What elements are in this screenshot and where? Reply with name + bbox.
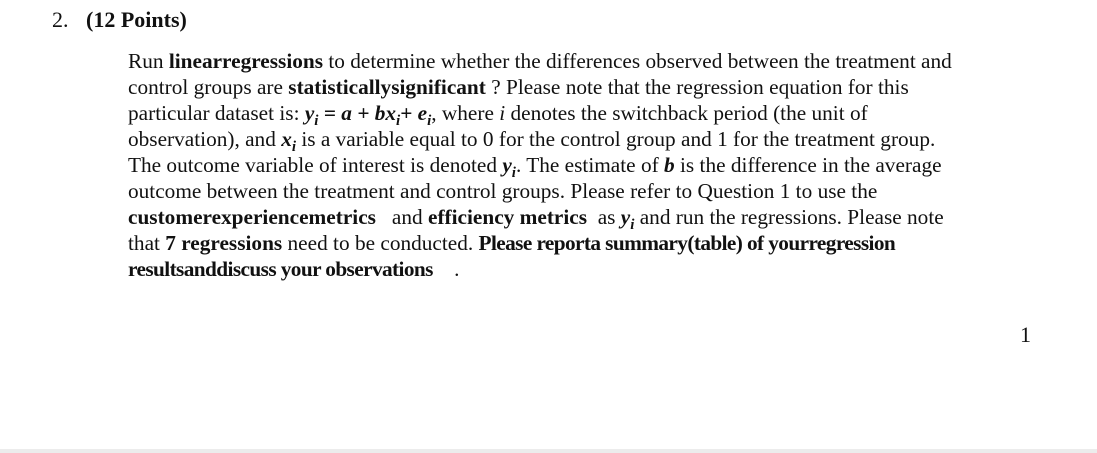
math-y: y bbox=[502, 153, 512, 177]
text-run: and run the regressions. Please note bbox=[634, 205, 944, 229]
subscript-i: i bbox=[291, 139, 297, 155]
text-run: that bbox=[128, 231, 166, 255]
body-line-4 bbox=[128, 126, 1048, 155]
text-run: particular dataset is: bbox=[128, 101, 305, 125]
text-run: to determine whether the differences observed between the treatment and bbox=[323, 49, 952, 73]
subscript-i: i bbox=[314, 113, 319, 129]
bold-term: statisticallysignificant bbox=[288, 75, 486, 99]
subscript-i: i bbox=[395, 113, 401, 129]
math-equals: = bbox=[318, 101, 342, 125]
text-run: Run bbox=[128, 49, 169, 73]
math-a: a bbox=[341, 101, 352, 125]
body-line-2 bbox=[128, 74, 1048, 100]
body-line-7 bbox=[128, 204, 1048, 233]
question-number: 2. bbox=[52, 7, 69, 32]
text-run: need to be conducted. bbox=[282, 231, 479, 255]
text-run: ? Please note that the regression equation for this bbox=[485, 75, 909, 99]
text-run: observation), and bbox=[128, 127, 282, 151]
bold-term: efficiency metrics bbox=[428, 205, 588, 229]
text-run: , where bbox=[431, 101, 500, 125]
text-run: and bbox=[375, 205, 428, 229]
body-line-9 bbox=[128, 256, 1048, 282]
question-body bbox=[128, 48, 1048, 282]
body-line-6: outcome between the treatment and control groups. Please refer to Question 1 to use the bbox=[128, 179, 878, 203]
body-line-3 bbox=[128, 100, 1048, 129]
math-y: y bbox=[620, 205, 631, 229]
text-run: . The estimate of bbox=[515, 153, 665, 177]
math-plus: + bbox=[400, 101, 418, 125]
text-run: denotes the switchback period (the unit of bbox=[505, 101, 868, 125]
text-run: is the difference in the average bbox=[674, 153, 942, 177]
question-header bbox=[52, 6, 187, 34]
math-y: y bbox=[304, 101, 315, 125]
body-line-5 bbox=[128, 152, 1048, 181]
text-run: . bbox=[432, 257, 460, 281]
text-run: control groups are bbox=[128, 75, 289, 99]
body-line-1 bbox=[128, 48, 1048, 74]
page-bottom-divider bbox=[0, 449, 1097, 453]
regression-equation bbox=[304, 101, 432, 129]
bold-term: linearregressions bbox=[168, 49, 324, 73]
math-x: x bbox=[281, 127, 292, 151]
question-points: (12 Points) bbox=[86, 7, 187, 32]
text-run: The outcome variable of interest is denoted bbox=[128, 153, 503, 177]
body-line-8 bbox=[128, 230, 1048, 256]
text-run: as bbox=[587, 205, 621, 229]
math-i: i bbox=[499, 101, 506, 125]
bold-term: customerexperiencemetrics bbox=[128, 205, 376, 229]
bold-instruction: Please reporta summary(table) of yourregression bbox=[478, 231, 896, 255]
math-bx: bx bbox=[374, 101, 396, 125]
math-e: e bbox=[417, 101, 428, 125]
text-run: is a variable equal to 0 for the control group and 1 for the treatment group. bbox=[296, 127, 936, 151]
subscript-i: i bbox=[630, 217, 635, 233]
math-b: b bbox=[664, 153, 675, 177]
subscript-i: i bbox=[511, 165, 516, 181]
subscript-i: i bbox=[427, 113, 432, 129]
bold-instruction: resultsanddiscuss your observations bbox=[128, 257, 433, 281]
page-number: 1 bbox=[1020, 322, 1031, 347]
math-plus: + bbox=[351, 101, 375, 125]
bold-term: 7 regressions bbox=[165, 231, 283, 255]
